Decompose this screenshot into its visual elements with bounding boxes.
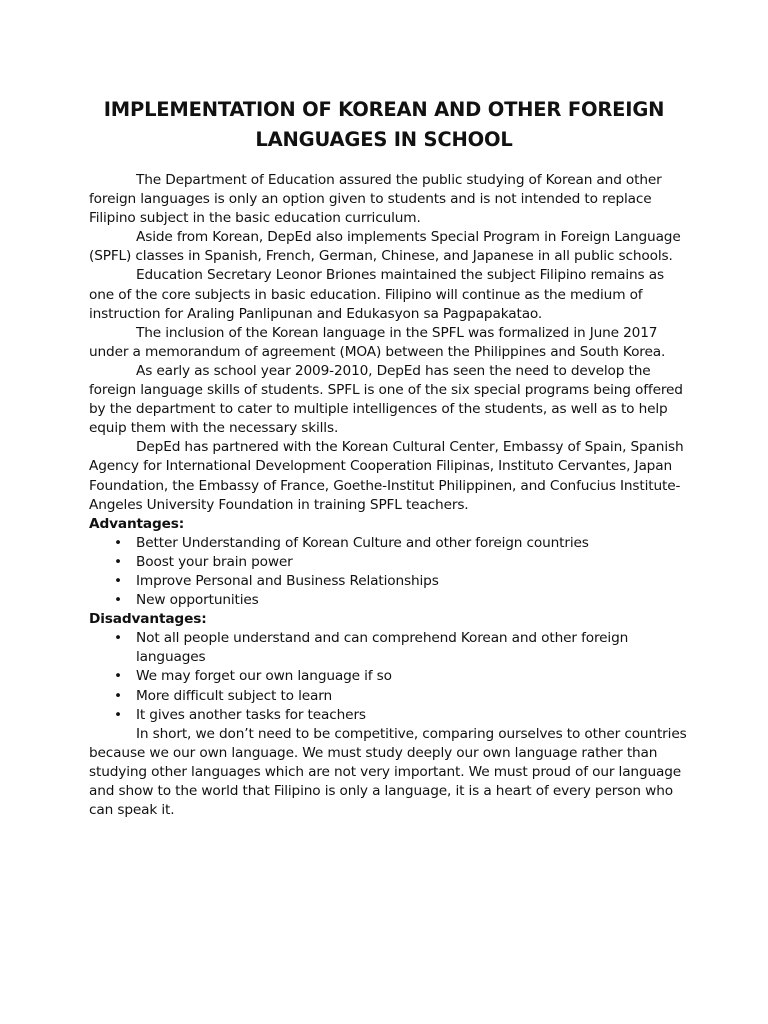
disadvantage-text: We may forget our own language if so bbox=[136, 668, 392, 685]
document-title bbox=[60, 95, 708, 155]
list-item bbox=[89, 591, 689, 610]
list-item bbox=[89, 553, 689, 572]
list-item bbox=[89, 572, 689, 591]
title-line-2: LANGUAGES IN SCHOOL bbox=[255, 128, 513, 151]
paragraph-2: Aside from Korean, DepEd also implements Special Program in Foreign Language (SPFL) classes in Spanish, French, German, Chinese, and Japanese in all public schools. bbox=[89, 229, 681, 265]
document-body bbox=[89, 171, 689, 820]
disadvantage-text: Not all people understand and can comprehend Korean and other foreign languages bbox=[136, 630, 629, 666]
advantages-heading: Advantages: bbox=[89, 515, 185, 532]
bullet-icon: • bbox=[114, 706, 122, 723]
list-item bbox=[89, 687, 689, 706]
bullet-icon: • bbox=[114, 592, 122, 609]
paragraph-6: DepEd has partnered with the Korean Cultural Center, Embassy of Spain, Spanish Agency for International Development Cooperation Filipinas, Instituto Cervantes, Japan Foundation, the Embassy of France, Goethe-Institut Philippinen, and Confucius Institute-Angeles University Foundation in training SPFL teachers. bbox=[89, 439, 684, 513]
disadvantages-heading: Disadvantages: bbox=[89, 611, 207, 628]
list-item bbox=[89, 629, 689, 667]
paragraph-3: Education Secretary Leonor Briones maintained the subject Filipino remains as one of the core subjects in basic education. Filipino will continue as the medium of instruction for Araling Panlipunan and Edukasyon sa Pagpapakatao. bbox=[89, 267, 664, 322]
title-line-1: IMPLEMENTATION OF KOREAN AND OTHER FOREIGN bbox=[103, 98, 665, 121]
conclusion-paragraph: In short, we don’t need to be competitive, comparing ourselves to other countries because we our own language. We must study deeply our own language rather than studying other languages which are not very important. We must proud of our language and show to the world that Filipino is only a language, it is a heart of every person who can speak it. bbox=[89, 725, 687, 819]
list-item bbox=[89, 667, 689, 686]
disadvantage-text: More difficult subject to learn bbox=[136, 687, 333, 704]
advantage-text: Improve Personal and Business Relationships bbox=[136, 572, 439, 589]
advantage-text: Better Understanding of Korean Culture and other foreign countries bbox=[136, 534, 589, 551]
bullet-icon: • bbox=[114, 687, 122, 704]
disadvantages-list bbox=[89, 629, 689, 724]
advantage-text: Boost your brain power bbox=[136, 553, 293, 570]
paragraph-5: As early as school year 2009-2010, DepEd has seen the need to develop the foreign language skills of students. SPFL is one of the six special programs being offered by the department to cater to multiple intelligences of the students, as well as to help equip them with the necessary skills. bbox=[89, 362, 683, 437]
paragraph-4: The inclusion of the Korean language in the SPFL was formalized in June 2017 under a memorandum of agreement (MOA) between the Philippines and South Korea. bbox=[89, 324, 666, 360]
paragraph-1: The Department of Education assured the public studying of Korean and other foreign languages is only an option given to students and is not intended to replace Filipino subject in the basic education curriculum. bbox=[89, 172, 662, 227]
advantages-list bbox=[89, 534, 689, 610]
list-item bbox=[89, 706, 689, 725]
bullet-icon: • bbox=[114, 553, 122, 570]
list-item bbox=[89, 534, 689, 553]
bullet-icon: • bbox=[114, 534, 122, 551]
bullet-icon: • bbox=[114, 668, 122, 685]
bullet-icon: • bbox=[114, 630, 122, 647]
advantage-text: New opportunities bbox=[136, 592, 259, 609]
disadvantage-text: It gives another tasks for teachers bbox=[136, 706, 366, 723]
bullet-icon: • bbox=[114, 572, 122, 589]
